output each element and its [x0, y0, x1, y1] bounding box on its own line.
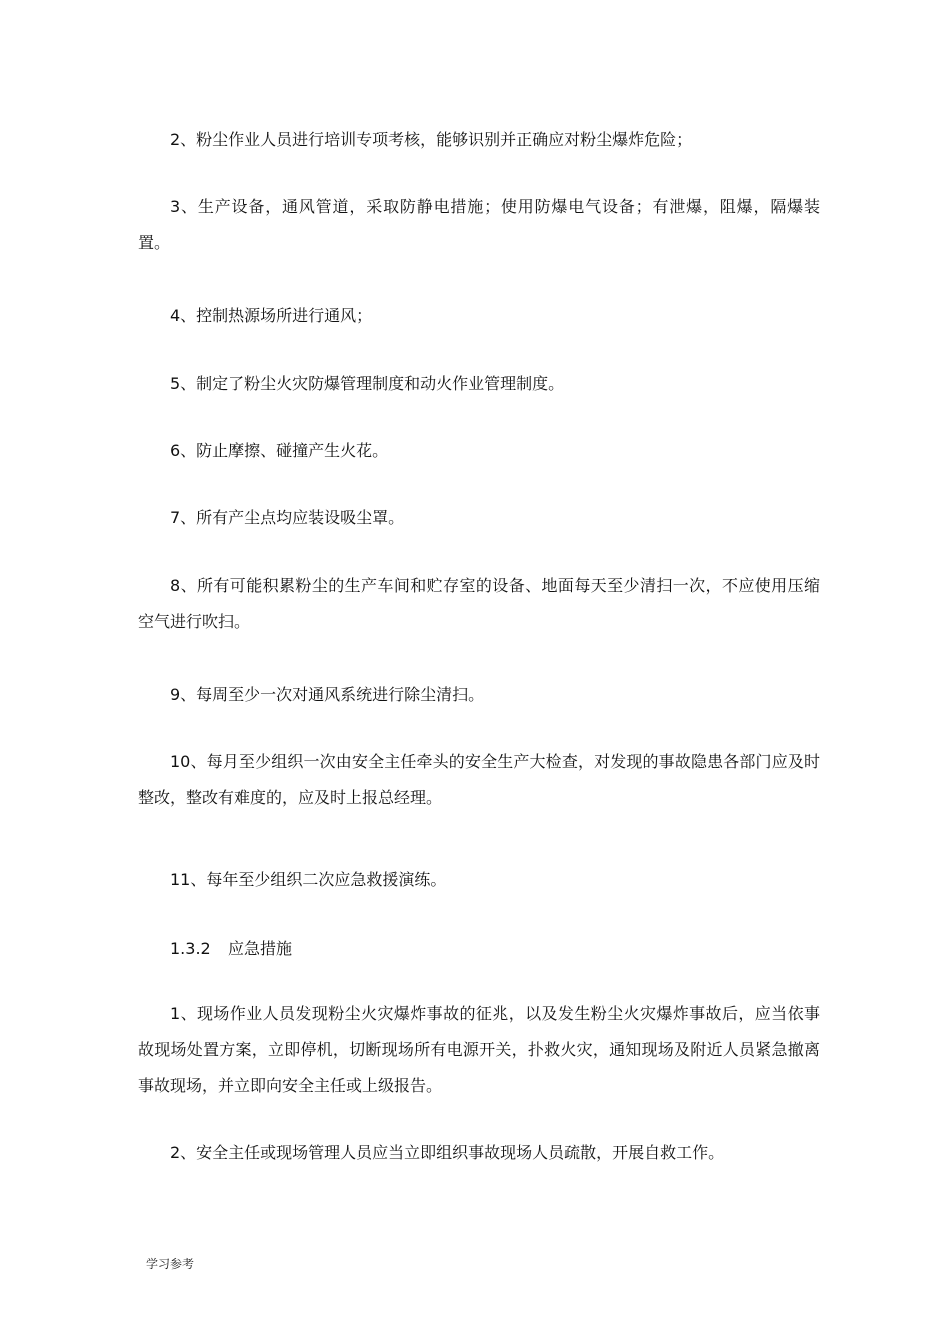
paragraph-item-2: 2、粉尘作业人员进行培训专项考核，能够识别并正确应对粉尘爆炸危险；: [170, 130, 693, 149]
page-footer: 学习参考: [146, 1257, 195, 1271]
paragraph-item-5: 5、制定了粉尘火灾防爆管理制度和动火作业管理制度。: [170, 374, 565, 393]
paragraph-item-9: 9、每周至少一次对通风系统进行除尘清扫。: [170, 685, 485, 704]
paragraph-item-8: 8、所有可能积累粉尘的生产车间和贮存室的设备、地面每天至少清扫一次，不应使用压缩空气进行吹扫。: [138, 576, 820, 631]
measure-item-2: 2、安全主任或现场管理人员应当立即组织事故现场人员疏散，开展自救工作。: [170, 1143, 725, 1162]
section-heading: [170, 937, 292, 961]
measure-item-1: 1、现场作业人员发现粉尘火灾爆炸事故的征兆，以及发生粉尘火灾爆炸事故后，应当依事故现场处置方案，立即停机，切断现场所有电源开关，扑救火灾，通知现场及附近人员紧急撤离事故现场，并立即向安全主任或上级报告。: [138, 1004, 820, 1095]
paragraph-item-7: 7、所有产尘点均应装设吸尘罩。: [170, 508, 405, 527]
paragraph-item-6: 6、防止摩擦、碰撞产生火花。: [170, 441, 389, 460]
section-title: 应急措施: [228, 939, 293, 958]
paragraph-item-4: 4、控制热源场所进行通风；: [170, 306, 373, 325]
section-number: 1.3.2: [170, 939, 211, 958]
paragraph-item-3: 3、生产设备，通风管道，采取防静电措施；使用防爆电气设备；有泄爆，阻爆，隔爆装置。: [138, 197, 820, 252]
paragraph-item-11: 11、每年至少组织二次应急救援演练。: [170, 870, 447, 889]
paragraph-item-10: 10、每月至少组织一次由安全主任牵头的安全生产大检查，对发现的事故隐患各部门应及时整改，整改有难度的，应及时上报总经理。: [138, 752, 820, 807]
